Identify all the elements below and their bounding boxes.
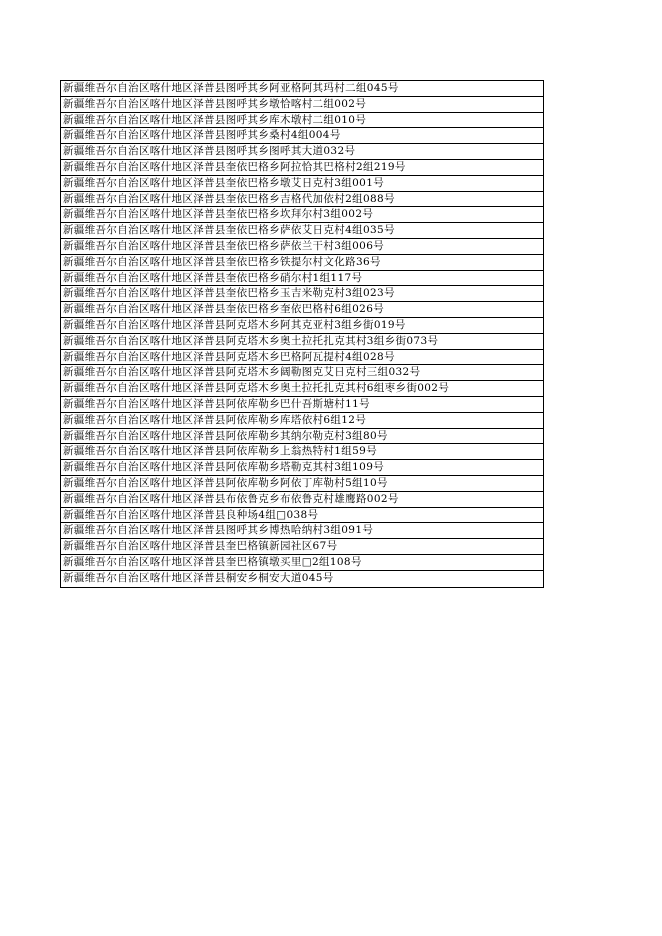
table-row: 新疆维吾尔自治区喀什地区泽普县奎依巴格乡萨依兰干村3组006号 xyxy=(61,239,543,255)
table-row: 新疆维吾尔自治区喀什地区泽普县奎依巴格乡玉吉米勒克村3组023号 xyxy=(61,286,543,302)
table-row: 新疆维吾尔自治区喀什地区泽普县奎依巴格乡铁提尔村文化路36号 xyxy=(61,255,543,271)
table-row: 新疆维吾尔自治区喀什地区泽普县奎依巴格乡萨依艾日克村4组035号 xyxy=(61,223,543,239)
table-row: 新疆维吾尔自治区喀什地区泽普县奎依巴格乡奎依巴格村6组026号 xyxy=(61,302,543,318)
table-row: 新疆维吾尔自治区喀什地区泽普县图呼其乡博热哈纳村3组091号 xyxy=(61,523,543,539)
table-row: 新疆维吾尔自治区喀什地区泽普县奎依巴格乡吉格代加依村2组088号 xyxy=(61,192,543,208)
table-row: 新疆维吾尔自治区喀什地区泽普县布依鲁克乡布依鲁克村雄鹰路002号 xyxy=(61,492,543,508)
table-row: 新疆维吾尔自治区喀什地区泽普县阿克塔木乡阔勒图克艾日克村三组032号 xyxy=(61,365,543,381)
table-row: 新疆维吾尔自治区喀什地区泽普县奎依巴格乡硝尔村1组117号 xyxy=(61,271,543,287)
table-row: 新疆维吾尔自治区喀什地区泽普县阿依库勒乡巴什吾斯塘村11号 xyxy=(61,397,543,413)
table-row: 新疆维吾尔自治区喀什地区泽普县图呼其乡图呼其大道032号 xyxy=(61,144,543,160)
table-row: 新疆维吾尔自治区喀什地区泽普县图呼其乡墩恰喀村二组002号 xyxy=(61,97,543,113)
table-row: 新疆维吾尔自治区喀什地区泽普县奎依巴格乡阿拉恰其巴格村2组219号 xyxy=(61,160,543,176)
table-row: 新疆维吾尔自治区喀什地区泽普县阿克塔木乡阿其克亚村3组乡街019号 xyxy=(61,318,543,334)
table-row: 新疆维吾尔自治区喀什地区泽普县图呼其乡库木墩村二组010号 xyxy=(61,113,543,129)
table-row: 新疆维吾尔自治区喀什地区泽普县阿依库勒乡其纳尔勒克村3组80号 xyxy=(61,429,543,445)
table-row: 新疆维吾尔自治区喀什地区泽普县阿依库勒乡上翁热特村1组59号 xyxy=(61,444,543,460)
table-row: 新疆维吾尔自治区喀什地区泽普县图呼其乡阿亚格阿其玛村二组045号 xyxy=(61,81,543,97)
address-table xyxy=(60,80,544,588)
table-row: 新疆维吾尔自治区喀什地区泽普县桐安乡桐安大道045号 xyxy=(63,571,334,584)
table-row: 新疆维吾尔自治区喀什地区泽普县阿依库勒乡阿依丁库勒村5组10号 xyxy=(61,476,543,492)
table-row: 新疆维吾尔自治区喀什地区泽普县阿克塔木乡奥土拉托扎克其村3组乡街073号 xyxy=(61,334,543,350)
table-row: 新疆维吾尔自治区喀什地区泽普县良种场4组□038号 xyxy=(61,508,543,524)
table-row: 新疆维吾尔自治区喀什地区泽普县阿依库勒乡塔勒克其村3组109号 xyxy=(61,460,543,476)
table-row: 新疆维吾尔自治区喀什地区泽普县奎巴格镇墩买里□2组108号 xyxy=(61,555,543,571)
table-row: 新疆维吾尔自治区喀什地区泽普县阿克塔木乡奥土拉托扎克其村6组枣乡街002号 xyxy=(61,381,543,397)
table-row: 新疆维吾尔自治区喀什地区泽普县阿依库勒乡库塔依村6组12号 xyxy=(61,413,543,429)
table-row: 新疆维吾尔自治区喀什地区泽普县奎依巴格乡坎拜尔村3组002号 xyxy=(61,207,543,223)
table-row: 新疆维吾尔自治区喀什地区泽普县奎巴格镇新园社区67号 xyxy=(61,539,543,555)
table-row: 新疆维吾尔自治区喀什地区泽普县图呼其乡桑村4组004号 xyxy=(61,128,543,144)
table-row: 新疆维吾尔自治区喀什地区泽普县阿克塔木乡巴格阿瓦提村4组028号 xyxy=(61,350,543,366)
table-row: 新疆维吾尔自治区喀什地区泽普县奎依巴格乡墩艾日克村3组001号 xyxy=(61,176,543,192)
